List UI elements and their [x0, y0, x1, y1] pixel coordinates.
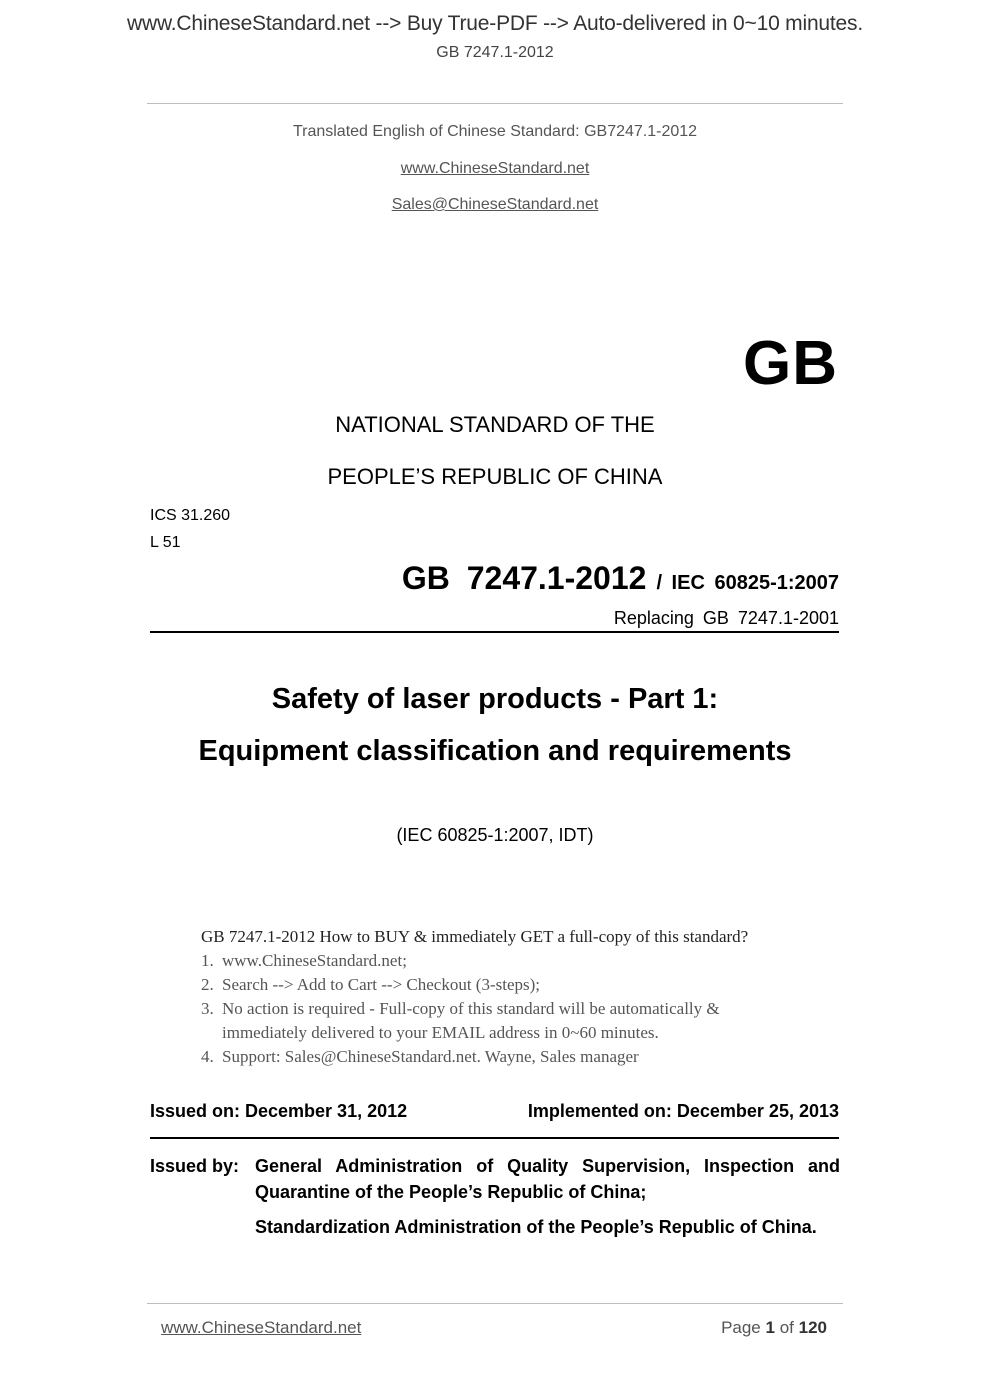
step-text: Support: Sales@ChineseStandard.net. Wayne, Sales manager [222, 1047, 639, 1066]
replacing-note: Replacing GB 7247.1-2001 [613, 608, 839, 628]
website-link-container [0, 160, 990, 178]
standard-number-line [402, 560, 839, 597]
footer-divider [147, 1303, 843, 1304]
step-text: Search --> Add to Cart --> Checkout (3-steps); [222, 975, 541, 994]
standard-number: GB 7247.1-2012 [401, 560, 647, 596]
issued-by-label: Issued by: [150, 1156, 240, 1176]
page-prefix: Page [721, 1318, 761, 1337]
step-number: 2. [201, 975, 214, 994]
purchase-step [201, 949, 821, 973]
email-link[interactable]: Sales@ChineseStandard.net [391, 196, 599, 213]
step-number: 1. [201, 951, 214, 970]
step-text-continuation: immediately delivered to your EMAIL address in 0~60 minutes. [222, 1023, 659, 1042]
equivalence-note: (IEC 60825-1:2007, IDT) [396, 825, 594, 845]
header-divider [147, 103, 843, 104]
step-number: 4. [201, 1047, 214, 1066]
dates-divider [150, 1137, 839, 1139]
document-title-line2: Equipment classification and requirements [198, 735, 792, 767]
page-indicator [721, 1318, 827, 1338]
gb-logo: GB [743, 329, 838, 398]
title-divider [150, 631, 839, 633]
website-link[interactable]: www.ChineseStandard.net [400, 160, 590, 177]
issued-on-date: Issued on: December 31, 2012 [150, 1101, 408, 1121]
purchase-step [201, 973, 821, 997]
purchase-info [201, 925, 821, 1069]
total-pages: 120 [798, 1318, 827, 1337]
document-title-line1: Safety of laser products - Part 1: [271, 683, 719, 715]
issuing-org-1: General Administration of Quality Supervision, Inspection and Quarantine of the People’s Republic of China; [255, 1156, 840, 1202]
classification-code: L 51 [150, 534, 181, 551]
purchase-info-title: GB 7247.1-2012 How to BUY & immediately GET a full-copy of this standard? [201, 927, 749, 946]
step-text: No action is required - Full-copy of this standard will be automatically & [222, 999, 720, 1018]
top-banner: www.ChineseStandard.net --> Buy True-PDF --> Auto-delivered in 0~10 minutes. [127, 12, 863, 35]
implemented-on-date: Implemented on: December 25, 2013 [527, 1101, 839, 1121]
iec-equivalent: / IEC 60825-1:2007 [656, 572, 839, 594]
purchase-step [201, 997, 821, 1021]
dates-row [150, 1101, 839, 1122]
national-standard-line2: PEOPLE’S REPUBLIC OF CHINA [327, 464, 663, 489]
purchase-step [201, 1045, 821, 1069]
header-standard-code: GB 7247.1-2012 [436, 44, 554, 61]
current-page: 1 [765, 1318, 775, 1337]
email-link-container [0, 196, 990, 214]
translated-note: Translated English of Chinese Standard: GB7247.1-2012 [292, 123, 698, 140]
footer-website-link[interactable]: www.ChineseStandard.net [161, 1318, 362, 1337]
page-of: of [779, 1318, 794, 1337]
step-text: www.ChineseStandard.net; [222, 951, 407, 970]
national-standard-line1: NATIONAL STANDARD OF THE [335, 412, 655, 437]
ics-code: ICS 31.260 [150, 507, 231, 524]
issuing-org-2: Standardization Administration of the People’s Republic of China. [255, 1217, 817, 1237]
step-number: 3. [201, 999, 214, 1018]
